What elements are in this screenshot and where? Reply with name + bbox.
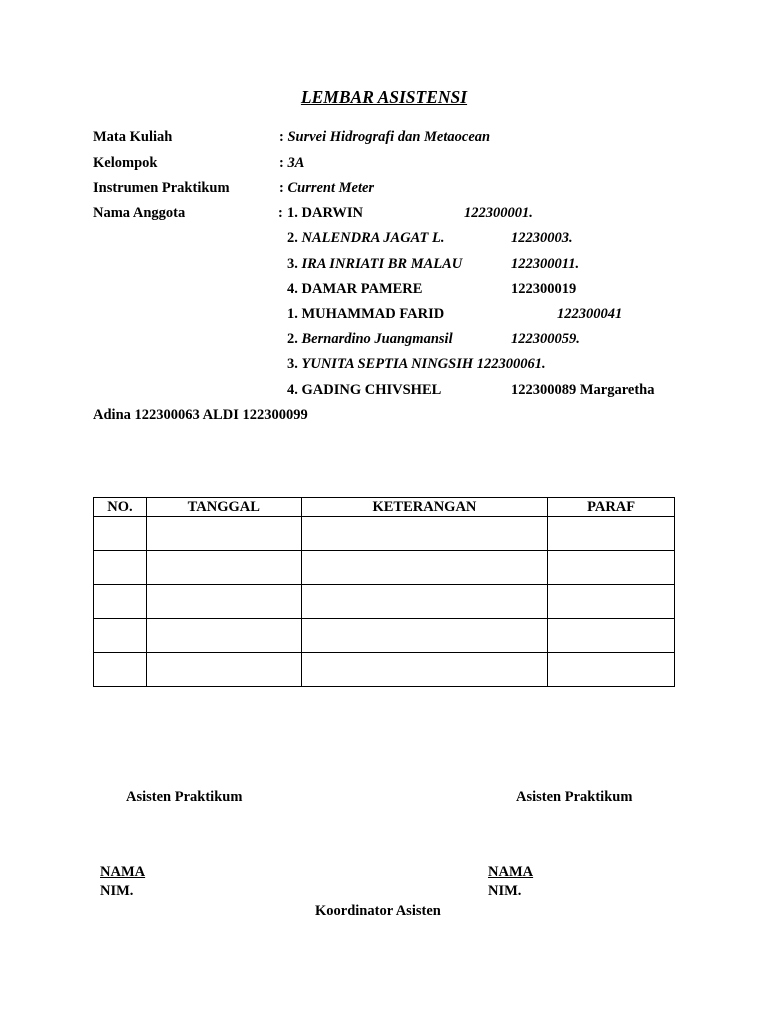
cell-tanggal <box>146 653 301 687</box>
cell-no <box>94 517 147 551</box>
left-signature-nim: NIM. <box>100 883 134 899</box>
table-row <box>94 551 675 585</box>
field-label-mata-kuliah: Mata Kuliah <box>93 129 173 145</box>
field-label-instrumen: Instrumen Praktikum <box>93 180 230 196</box>
table-row <box>94 585 675 619</box>
cell-keterangan <box>301 619 548 653</box>
table-header-row <box>94 498 675 517</box>
member-row: 2. Bernardino Juangmansil <box>287 331 453 347</box>
field-value-mata-kuliah: : Survei Hidrografi dan Metaocean <box>279 129 491 145</box>
cell-keterangan <box>301 585 548 619</box>
member-nim: 122300059. <box>511 331 580 347</box>
cell-paraf <box>548 653 675 687</box>
member-row: 3. IRA INRIATI BR MALAU <box>287 256 463 272</box>
member-extra-line: Adina 122300063 ALDI 122300099 <box>93 407 308 423</box>
field-label-nama-anggota: Nama Anggota <box>93 205 186 221</box>
cell-tanggal <box>146 551 301 585</box>
cell-tanggal <box>146 619 301 653</box>
member-row: 4. GADING CHIVSHEL <box>287 382 442 398</box>
document-title: LEMBAR ASISTENSI <box>300 87 468 107</box>
cell-tanggal <box>146 585 301 619</box>
header-paraf: PARAF <box>548 498 675 517</box>
header-no: NO. <box>94 498 147 517</box>
right-signature-name: NAMA <box>488 864 534 880</box>
cell-paraf <box>548 517 675 551</box>
table-row <box>94 517 675 551</box>
header-keterangan: KETERANGAN <box>301 498 548 517</box>
header-tanggal: TANGGAL <box>146 498 301 517</box>
cell-no <box>94 551 147 585</box>
cell-keterangan <box>301 653 548 687</box>
member-row: 4. DAMAR PAMERE <box>287 281 423 297</box>
member-nim: 122300011. <box>511 256 580 272</box>
cell-keterangan <box>301 517 548 551</box>
left-signature-title: Asisten Praktikum <box>126 789 243 805</box>
cell-no <box>94 653 147 687</box>
table-row <box>94 653 675 687</box>
member-nim: 122300089 Margaretha <box>511 382 655 398</box>
cell-paraf <box>548 585 675 619</box>
cell-keterangan <box>301 551 548 585</box>
field-colon-nama-anggota: : <box>278 205 283 221</box>
table-row <box>94 619 675 653</box>
field-label-kelompok: Kelompok <box>93 155 158 171</box>
member-row: 3. YUNITA SEPTIA NINGSIH 122300061. <box>287 356 546 372</box>
cell-paraf <box>548 551 675 585</box>
right-signature-nim: NIM. <box>488 883 522 899</box>
member-row: 1. MUHAMMAD FARID <box>287 306 445 322</box>
field-value-instrumen: : Current Meter <box>279 180 375 196</box>
member-nim: 122300041 <box>557 306 623 322</box>
member-row: 2. NALENDRA JAGAT L. <box>287 230 445 246</box>
table-body <box>94 517 675 687</box>
member-nim: 122300001. <box>464 205 533 221</box>
field-value-kelompok: : 3A <box>279 155 305 171</box>
cell-no <box>94 619 147 653</box>
member-row: 1. DARWIN <box>287 205 364 221</box>
left-signature-name: NAMA <box>100 864 146 880</box>
asistensi-table <box>93 497 675 687</box>
coordinator-title: Koordinator Asisten <box>315 903 441 919</box>
member-nim: 122300019 <box>511 281 577 297</box>
right-signature-title: Asisten Praktikum <box>516 789 633 805</box>
member-nim: 12230003. <box>511 230 573 246</box>
cell-no <box>94 585 147 619</box>
cell-tanggal <box>146 517 301 551</box>
cell-paraf <box>548 619 675 653</box>
